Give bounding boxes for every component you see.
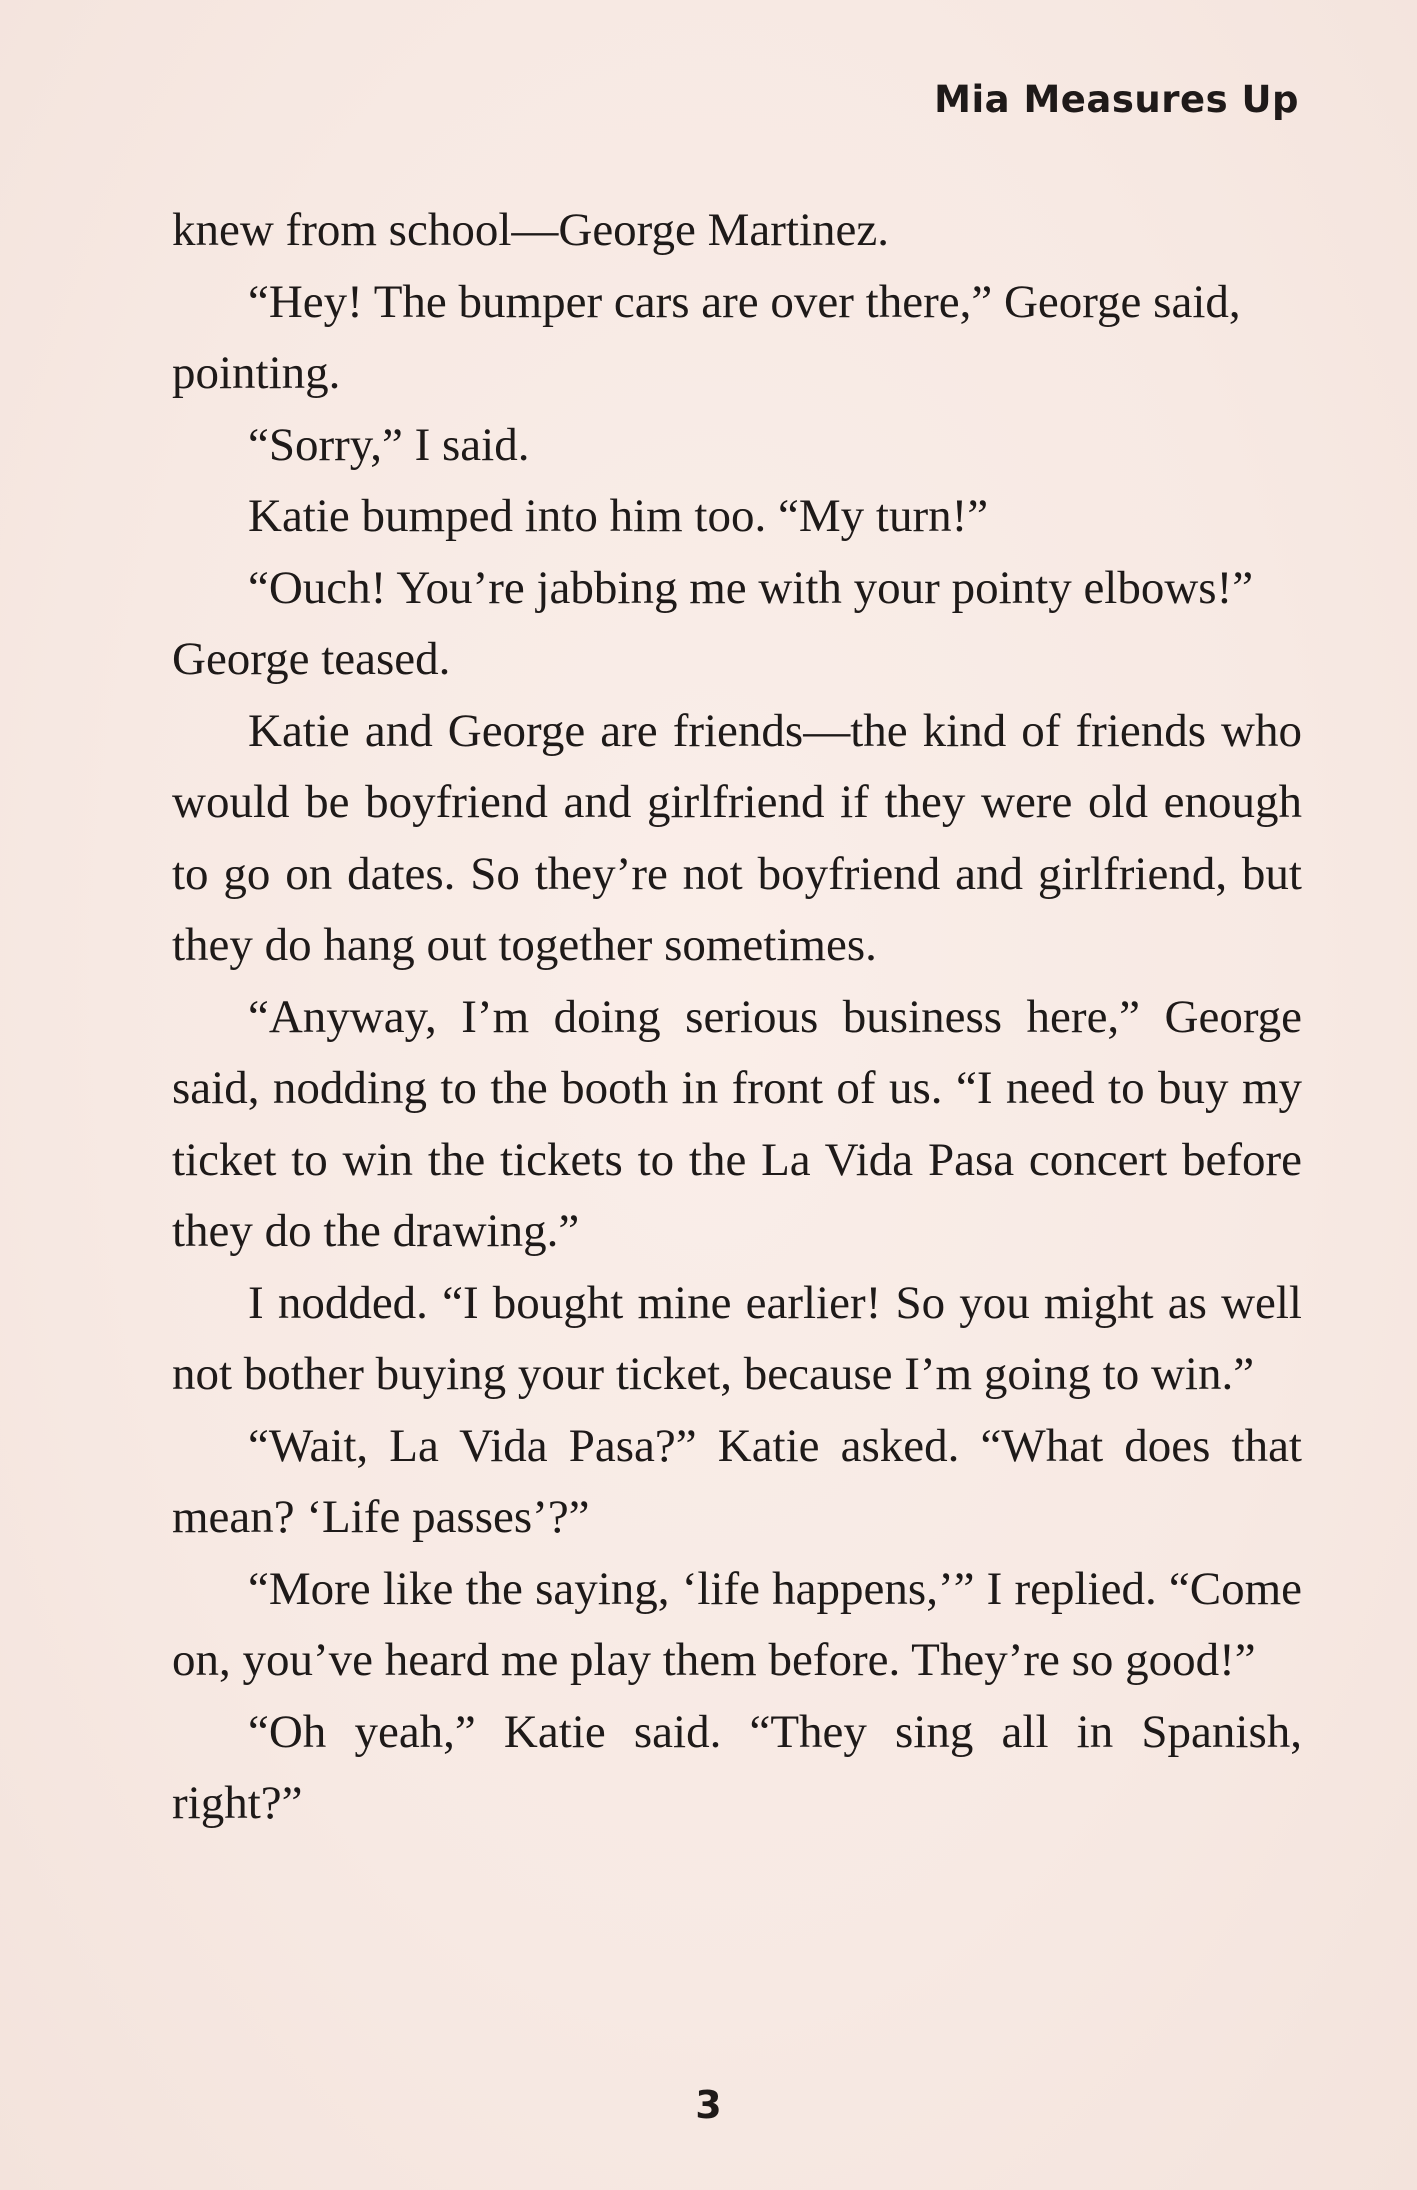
- paragraph: “Wait, La Vida Pasa?” Katie asked. “What does that mean? ‘Life passes’?”: [172, 1419, 1302, 1543]
- paragraph: “More like the saying, ‘life happens,’” I replied. “Come on, you’ve heard me play them before. They’re so good!”: [172, 1562, 1302, 1686]
- paragraph: knew from school—George Martinez.: [172, 204, 889, 256]
- paragraph: Katie bumped into him too. “My turn!”: [248, 490, 989, 542]
- page-number: 3: [695, 2083, 722, 2127]
- paragraph: I nodded. “I bought mine earlier! So you might as well not bother buying your ticket, because I’m going to win.”: [172, 1276, 1302, 1400]
- paragraph: “Ouch! You’re jabbing me with your pointy elbows!” George teased.: [172, 561, 1254, 685]
- running-header: Mia Measures Up: [934, 78, 1299, 121]
- body-text: [172, 195, 1302, 1840]
- paragraph: “Hey! The bumper cars are over there,” George said, pointing.: [172, 275, 1241, 399]
- paragraph: Katie and George are friends—the kind of friends who would be boyfriend and girlfriend if they were old enough to go on dates. So they’re not boyfriend and girlfriend, but they do hang out together sometimes.: [172, 704, 1302, 971]
- paragraph: “Sorry,” I said.: [248, 418, 530, 471]
- paragraph: “Oh yeah,” Katie said. “They sing all in Spanish, right?”: [172, 1705, 1302, 1829]
- paragraph: “Anyway, I’m doing serious business here,” George said, nodding to the booth in front of us. “I need to buy my ticket to win the tickets to the La Vida Pasa concert before they do the drawing.”: [172, 990, 1302, 1257]
